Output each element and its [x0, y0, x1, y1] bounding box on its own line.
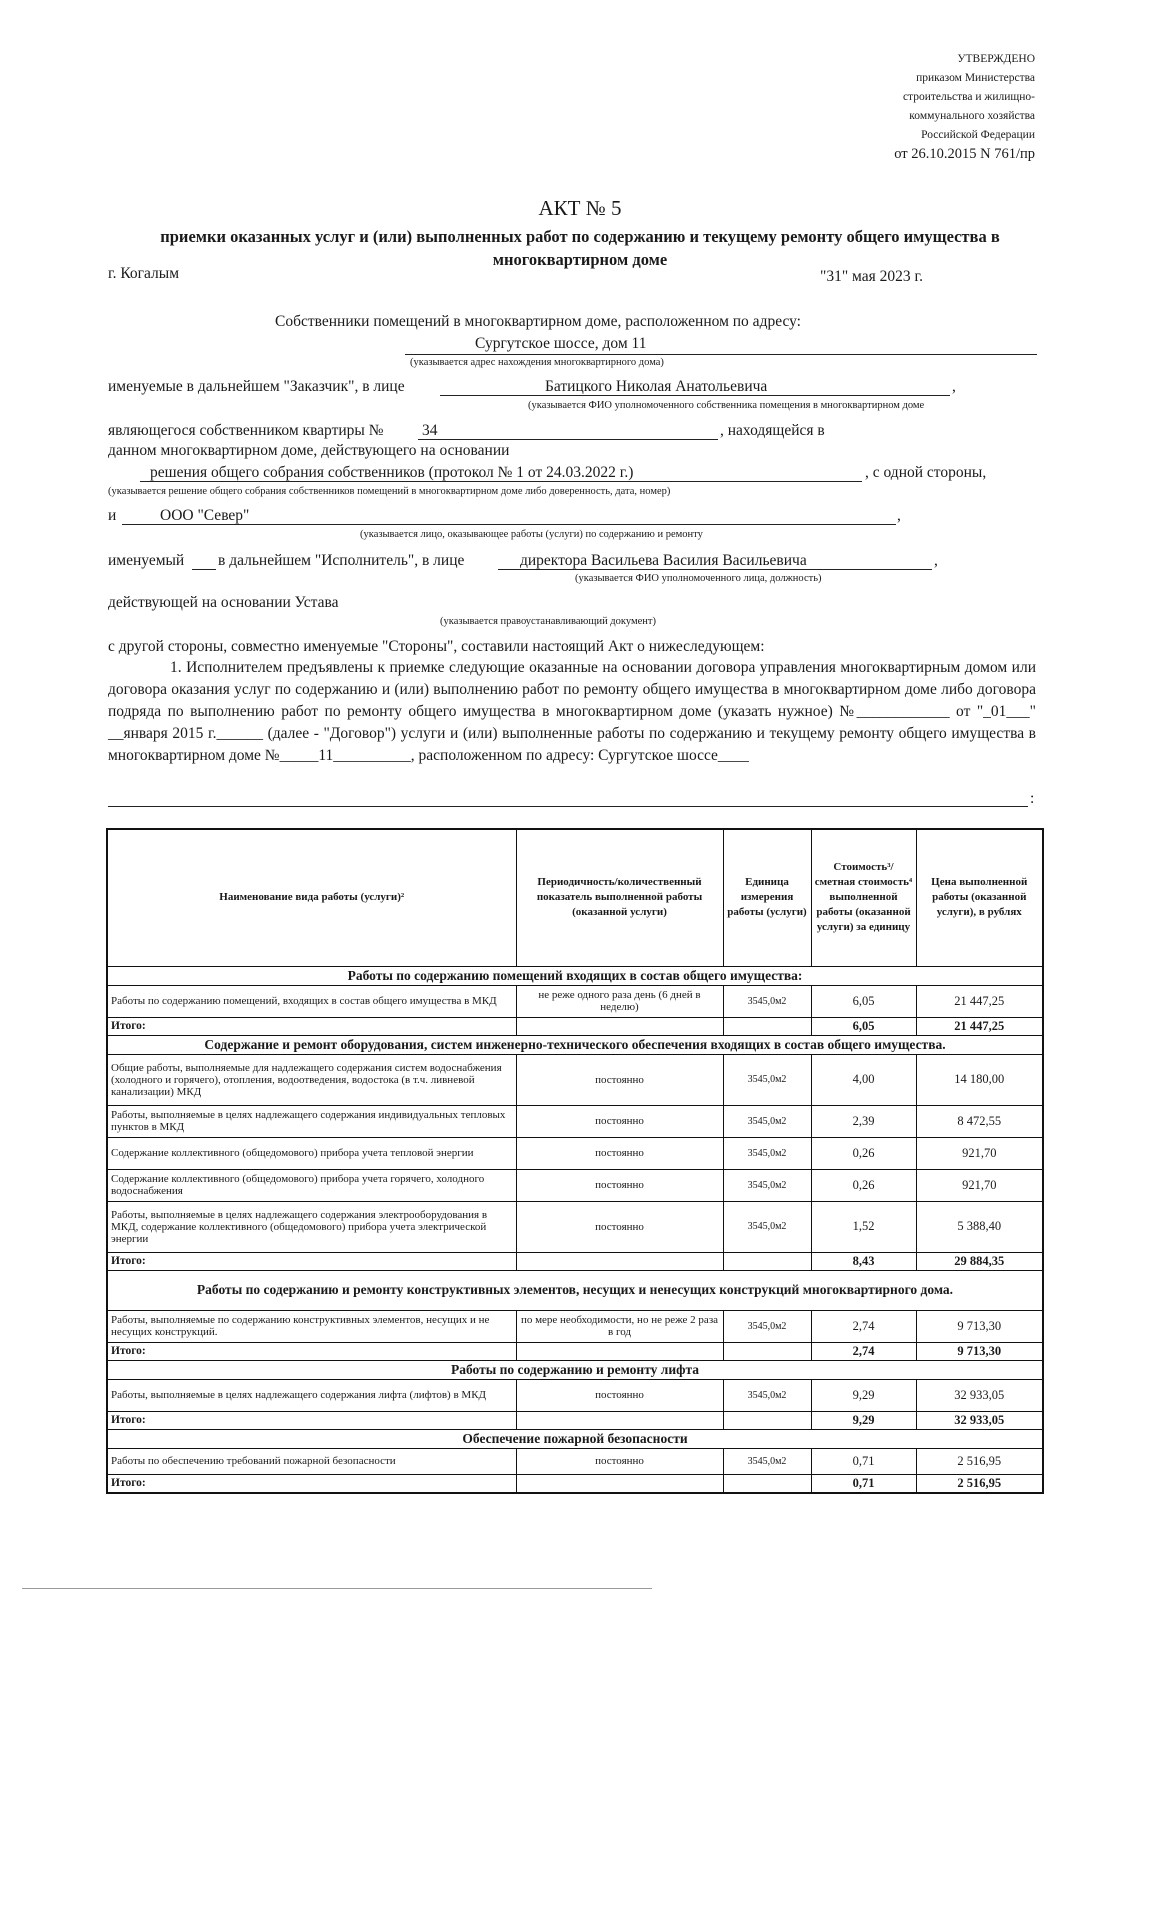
unit-cell: 3545,0м2: [723, 1137, 811, 1169]
price-cell: 921,70: [916, 1137, 1043, 1169]
unit-cell: 3545,0м2: [723, 985, 811, 1017]
section-title: Содержание и ремонт оборудования, систем инженерно-технического обеспечения входящих в состав общего имущества.: [107, 1035, 1043, 1054]
total-unit-cost: 2,74: [811, 1342, 916, 1360]
unit-cell: 3545,0м2: [723, 1310, 811, 1342]
periodicity-cell: постоянно: [516, 1105, 723, 1137]
approval-line: строительства и жилищно-: [902, 91, 1035, 103]
work-name-cell: Общие работы, выполняемые для надлежащего содержания систем водоснабжения (холодного и горячего), отопления, водоотведения, водостока (в т.ч. ливневой канализации) МКД: [107, 1054, 516, 1105]
house-address: Сургутское шоссе, дом 11: [475, 335, 647, 352]
works-table: [106, 828, 1044, 1494]
periodicity-cell: не реже одного раза день (6 дней в неделю): [516, 985, 723, 1017]
contractor-rep-suffix: ,: [934, 552, 938, 569]
table-row: [107, 985, 1043, 1017]
table-row: [107, 1201, 1043, 1252]
price-cell: 14 180,00: [916, 1054, 1043, 1105]
periodicity-cell: постоянно: [516, 1448, 723, 1474]
periodicity-cell: постоянно: [516, 1379, 723, 1411]
owner-flat-prefix: являющегося собственником квартиры №: [108, 422, 384, 439]
periodicity-cell: по мере необходимости, но не реже 2 раза в год: [516, 1310, 723, 1342]
clause-underline: [108, 806, 1028, 807]
table-row: [107, 1054, 1043, 1105]
total-row: [107, 1342, 1043, 1360]
total-label: Итого:: [107, 1017, 516, 1035]
section-title: Работы по содержанию и ремонту лифта: [107, 1360, 1043, 1379]
basis-suffix: , с одной стороны,: [865, 464, 987, 481]
flat-underline: [418, 439, 718, 440]
price-cell: 2 516,95: [916, 1448, 1043, 1474]
section-title: Работы по содержанию и ремонту конструктивных элементов, несущих и ненесущих конструкций многоквартирного дома.: [107, 1270, 1043, 1310]
empty-cell: [723, 1342, 811, 1360]
basis-text: решения общего собрания собственников (протокол № 1 от 24.03.2022 г.): [150, 464, 634, 481]
empty-cell: [516, 1411, 723, 1429]
unit-cost-cell: 1,52: [811, 1201, 916, 1252]
approval-line: Российской Федерации: [921, 129, 1035, 141]
acting-text: действующей на основании Устава: [108, 594, 339, 611]
table-row: [107, 1105, 1043, 1137]
approval-line: коммунального хозяйства: [909, 110, 1035, 122]
unit-cost-cell: 6,05: [811, 985, 916, 1017]
header-price: Цена выполненной работы (оказанной услуги), в рублях: [916, 829, 1043, 966]
total-price: 21 447,25: [916, 1017, 1043, 1035]
section-title-row: [107, 966, 1043, 985]
owners-line: Собственники помещений в многоквартирном доме, расположенном по адресу:: [275, 313, 801, 330]
city: г. Когалым: [108, 265, 180, 282]
total-unit-cost: 8,43: [811, 1252, 916, 1270]
table-row: [107, 1379, 1043, 1411]
total-row: [107, 1252, 1043, 1270]
contractor-hint: (указывается лицо, оказывающее работы (услуги) по содержанию и ремонту: [360, 529, 703, 540]
unit-cell: 3545,0м2: [723, 1105, 811, 1137]
total-row: [107, 1411, 1043, 1429]
address-underline: [405, 354, 1037, 355]
total-price: 2 516,95: [916, 1474, 1043, 1493]
header-unit: Единица измерения работы (услуги): [723, 829, 811, 966]
unit-cost-cell: 2,39: [811, 1105, 916, 1137]
periodicity-cell: постоянно: [516, 1054, 723, 1105]
flat-number: 34: [422, 422, 438, 439]
total-unit-cost: 9,29: [811, 1411, 916, 1429]
empty-cell: [516, 1342, 723, 1360]
acting-hint: (указывается правоустанавливающий документ): [440, 616, 656, 627]
work-name-cell: Работы по обеспечению требований пожарной безопасности: [107, 1448, 516, 1474]
document-title: [100, 196, 1060, 271]
work-name-cell: Работы, выполняемые в целях надлежащего содержания индивидуальных тепловых пунктов в МКД: [107, 1105, 516, 1137]
empty-cell: [516, 1252, 723, 1270]
section-title-row: [107, 1360, 1043, 1379]
parties-line: с другой стороны, совместно именуемые "Стороны", составили настоящий Акт о нижеследующем:: [108, 638, 765, 655]
header-unit-cost: Стоимость³/сметная стоимость⁴ выполненной работы (оказанной услуги) за единицу: [811, 829, 916, 966]
unit-cell: 3545,0м2: [723, 1448, 811, 1474]
empty-cell: [516, 1474, 723, 1493]
unit-cell: 3545,0м2: [723, 1379, 811, 1411]
contractor-rep-prefix: именуемый: [108, 552, 185, 569]
section-title-row: [107, 1429, 1043, 1448]
total-unit-cost: 0,71: [811, 1474, 916, 1493]
empty-cell: [723, 1411, 811, 1429]
total-label: Итого:: [107, 1342, 516, 1360]
customer-name: Батицкого Николая Анатольевича: [545, 378, 768, 395]
table-row: [107, 1448, 1043, 1474]
total-unit-cost: 6,05: [811, 1017, 916, 1035]
work-name-cell: Работы, выполняемые в целях надлежащего содержания лифта (лифтов) в МКД: [107, 1379, 516, 1411]
total-label: Итого:: [107, 1474, 516, 1493]
address-hint: (указывается адрес нахождения многоквартирного дома): [410, 357, 664, 368]
empty-cell: [723, 1252, 811, 1270]
basis-hint: (указывается решение общего собрания собственников помещений в многоквартирном доме либо доверенность, дата, номер): [108, 486, 671, 497]
act-subtitle: приемки оказанных услуг и (или) выполненных работ по содержанию и текущему ремонту общего имущества в многоквартирном доме: [160, 227, 1000, 269]
clause-1: 1. Исполнителем предъявлены к приемке следующие оказанные на основании договора управления многоквартирным домом или договора оказания услуг по содержанию и (или) выполнению работ по ремонту общего имущества в многоквартирном доме либо договора подряда по выполнению работ по ремонту общего имущества в многоквартирном доме (указать нужное) №____________ от "_01___" __января 2015 г.______ (далее - "Договор") услуги и (или) выполненные работы по содержанию и текущему ремонту общего имущества в многоквартирном доме №_____11__________, расположенном по адресу: Сургутское шоссе____: [108, 659, 1036, 764]
unit-cell: 3545,0м2: [723, 1054, 811, 1105]
table-body: [107, 966, 1043, 1493]
section-title-row: [107, 1035, 1043, 1054]
section-title: Обеспечение пожарной безопасности: [107, 1429, 1043, 1448]
contractor-suffix: ,: [897, 507, 901, 524]
unit-cost-cell: 0,26: [811, 1169, 916, 1201]
work-name-cell: Содержание коллективного (общедомового) прибора учета горячего, холодного водоснабжения: [107, 1169, 516, 1201]
contractor-name: ООО "Север": [160, 507, 250, 524]
table-header-row: [107, 829, 1043, 966]
section-title-row: [107, 1270, 1043, 1310]
work-name-cell: Работы по содержанию помещений, входящих в состав общего имущества в МКД: [107, 985, 516, 1017]
customer-hint: (указывается ФИО уполномоченного собственника помещения в многоквартирном доме: [528, 400, 925, 411]
total-row: [107, 1017, 1043, 1035]
empty-cell: [723, 1474, 811, 1493]
table-row: [107, 1137, 1043, 1169]
total-label: Итого:: [107, 1411, 516, 1429]
periodicity-cell: постоянно: [516, 1137, 723, 1169]
unit-cost-cell: 9,29: [811, 1379, 916, 1411]
total-row: [107, 1474, 1043, 1493]
periodicity-cell: постоянно: [516, 1169, 723, 1201]
customer-suffix: ,: [952, 378, 956, 395]
empty-cell: [516, 1017, 723, 1035]
header-periodicity: Периодичность/количественный показатель выполненной работы (оказанной услуги): [516, 829, 723, 966]
unit-cost-cell: 2,74: [811, 1310, 916, 1342]
customer-prefix: именуемые в дальнейшем "Заказчик", в лице: [108, 378, 405, 395]
empty-cell: [723, 1017, 811, 1035]
unit-cell: 3545,0м2: [723, 1201, 811, 1252]
periodicity-cell: постоянно: [516, 1201, 723, 1252]
total-label: Итого:: [107, 1252, 516, 1270]
work-name-cell: Содержание коллективного (общедомового) прибора учета тепловой энергии: [107, 1137, 516, 1169]
total-price: 32 933,05: [916, 1411, 1043, 1429]
price-cell: 32 933,05: [916, 1379, 1043, 1411]
work-name-cell: Работы, выполняемые по содержанию конструктивных элементов, несущих и не несущих конструкций.: [107, 1310, 516, 1342]
clause-colon: :: [1030, 790, 1035, 807]
table-row: [107, 1310, 1043, 1342]
approval-order-date: от 26.10.2015 N 761/пр: [894, 146, 1035, 162]
price-cell: 921,70: [916, 1169, 1043, 1201]
table-row: [107, 1169, 1043, 1201]
contractor-rep-name: директора Васильева Василия Васильевича: [520, 552, 807, 569]
work-name-cell: Работы, выполняемые в целях надлежащего содержания электрооборудования в МКД, содержание коллективного (общедомового) прибора учета электрической энергии: [107, 1201, 516, 1252]
header-work-name: Наименование вида работы (услуги)²: [107, 829, 516, 966]
rep-gap-underline: [192, 569, 216, 570]
section-title: Работы по содержанию помещений входящих в состав общего имущества:: [107, 966, 1043, 985]
approval-block: [775, 50, 1035, 164]
total-price: 29 884,35: [916, 1252, 1043, 1270]
act-number: АКТ № 5: [538, 196, 622, 220]
contractor-rep-middle: в дальнейшем "Исполнитель", в лице: [218, 552, 465, 569]
unit-cell: 3545,0м2: [723, 1169, 811, 1201]
approval-line: УТВЕРЖДЕНО: [957, 53, 1035, 65]
unit-cost-cell: 0,71: [811, 1448, 916, 1474]
price-cell: 9 713,30: [916, 1310, 1043, 1342]
page-bottom-rule: [22, 1588, 652, 1589]
total-price: 9 713,30: [916, 1342, 1043, 1360]
approval-line: приказом Министерства: [916, 72, 1035, 84]
price-cell: 5 388,40: [916, 1201, 1043, 1252]
price-cell: 8 472,55: [916, 1105, 1043, 1137]
contractor-rep-hint: (указывается ФИО уполномоченного лица, должность): [575, 573, 822, 584]
owner-flat-line2: данном многоквартирном доме, действующего на основании: [108, 442, 510, 459]
price-cell: 21 447,25: [916, 985, 1043, 1017]
unit-cost-cell: 0,26: [811, 1137, 916, 1169]
contractor-prefix: и: [108, 507, 117, 524]
owner-flat-suffix: , находящейся в: [720, 422, 825, 439]
unit-cost-cell: 4,00: [811, 1054, 916, 1105]
act-date: "31" мая 2023 г.: [820, 268, 923, 285]
